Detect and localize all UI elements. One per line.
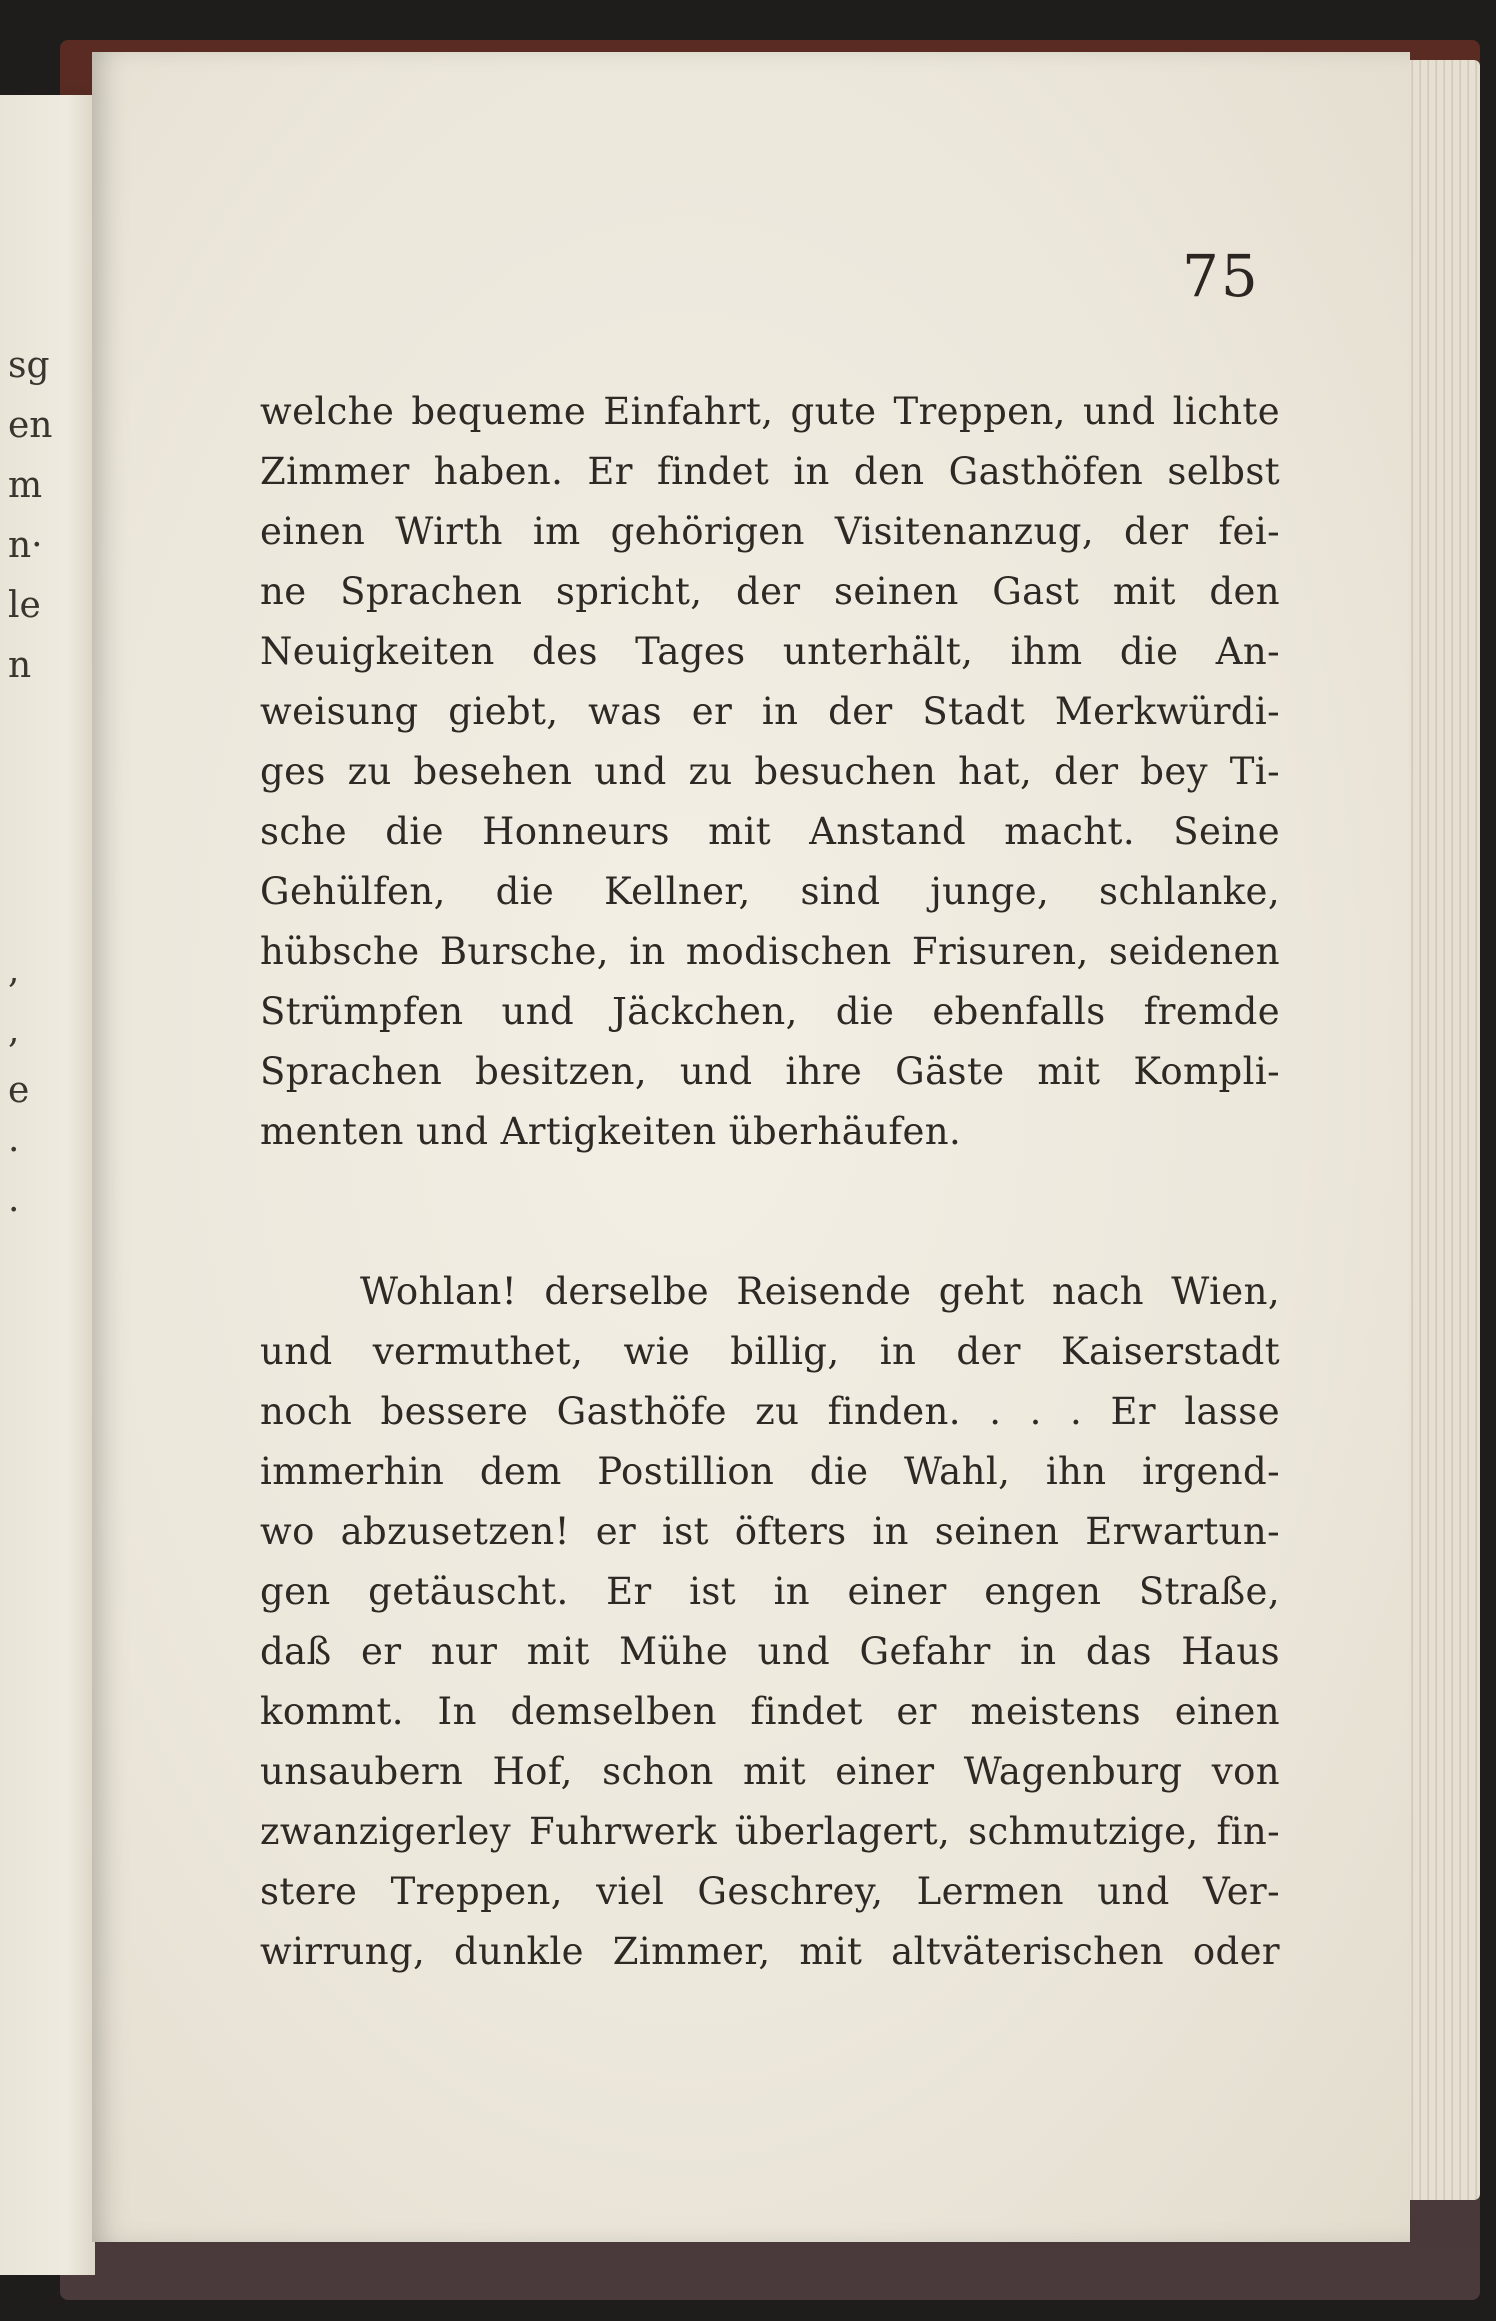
- text-line: kommt. In demselben findet er meistens einen: [260, 1690, 1280, 1733]
- text-line: gen getäuscht. Er ist in einer engen Straße,: [260, 1570, 1280, 1613]
- text-line: Strümpfen und Jäckchen, die ebenfalls fremde: [260, 990, 1280, 1033]
- text-line: ne Sprachen spricht, der seinen Gast mit den: [260, 570, 1280, 613]
- page-number: 75: [1182, 242, 1260, 310]
- left-page-fragment: n: [8, 645, 32, 686]
- text-line: immerhin dem Postillion die Wahl, ihn irgend-: [260, 1450, 1280, 1493]
- text-line: Wohlan! derselbe Reisende geht nach Wien,: [360, 1270, 1280, 1313]
- text-line: welche bequeme Einfahrt, gute Treppen, und lichte: [260, 390, 1280, 433]
- paragraph: [260, 1262, 1280, 1982]
- text-line: Gehülfen, die Kellner, sind junge, schlanke,: [260, 870, 1280, 913]
- text-line: Neuigkeiten des Tages unterhält, ihm die An-: [260, 630, 1280, 673]
- left-page-fragment: n·: [8, 525, 43, 566]
- text-line: wo abzusetzen! er ist öfters in seinen Erwartun-: [260, 1510, 1280, 1553]
- left-page-fragment: m: [8, 465, 43, 506]
- book-page: [92, 52, 1410, 2242]
- left-page-fragment: ·: [8, 1130, 20, 1171]
- text-line: daß er nur mit Mühe und Gefahr in das Haus: [260, 1630, 1280, 1673]
- text-line: ges zu besehen und zu besuchen hat, der bey Ti-: [260, 750, 1280, 793]
- text-line: einen Wirth im gehörigen Visitenanzug, der fei-: [260, 510, 1280, 553]
- left-page-fragment: ·: [8, 1190, 20, 1231]
- text-line: zwanzigerley Fuhrwerk überlagert, schmutzige, fin-: [260, 1810, 1280, 1853]
- text-line: menten und Artigkeiten überhäufen.: [260, 1110, 962, 1153]
- text-line: stere Treppen, viel Geschrey, Lermen und Ver-: [260, 1870, 1280, 1913]
- text-line: Sprachen besitzen, und ihre Gäste mit Kompli-: [260, 1050, 1280, 1093]
- text-line: Zimmer haben. Er findet in den Gasthöfen selbst: [260, 450, 1280, 493]
- text-line: sche die Honneurs mit Anstand macht. Seine: [260, 810, 1280, 853]
- text-line: und vermuthet, wie billig, in der Kaiserstadt: [260, 1330, 1280, 1373]
- left-page-fragment: sg: [8, 345, 50, 386]
- left-page-fragment: ,: [8, 1010, 20, 1051]
- left-page-fragment: ,: [8, 950, 20, 991]
- text-line: unsaubern Hof, schon mit einer Wagenburg von: [260, 1750, 1280, 1793]
- paragraph: [260, 382, 1280, 1162]
- left-page-edge: [0, 95, 95, 2275]
- text-line: weisung giebt, was er in der Stadt Merkwürdi-: [260, 690, 1280, 733]
- text-line: wirrung, dunkle Zimmer, mit altväterischen oder: [260, 1930, 1280, 1973]
- left-page-fragment: le: [8, 585, 41, 626]
- text-line: noch bessere Gasthöfe zu finden. . . . Er lasse: [260, 1390, 1280, 1433]
- left-page-fragment: e: [8, 1070, 30, 1111]
- text-line: hübsche Bursche, in modischen Frisuren, seidenen: [260, 930, 1280, 973]
- left-page-fragment: en: [8, 405, 53, 446]
